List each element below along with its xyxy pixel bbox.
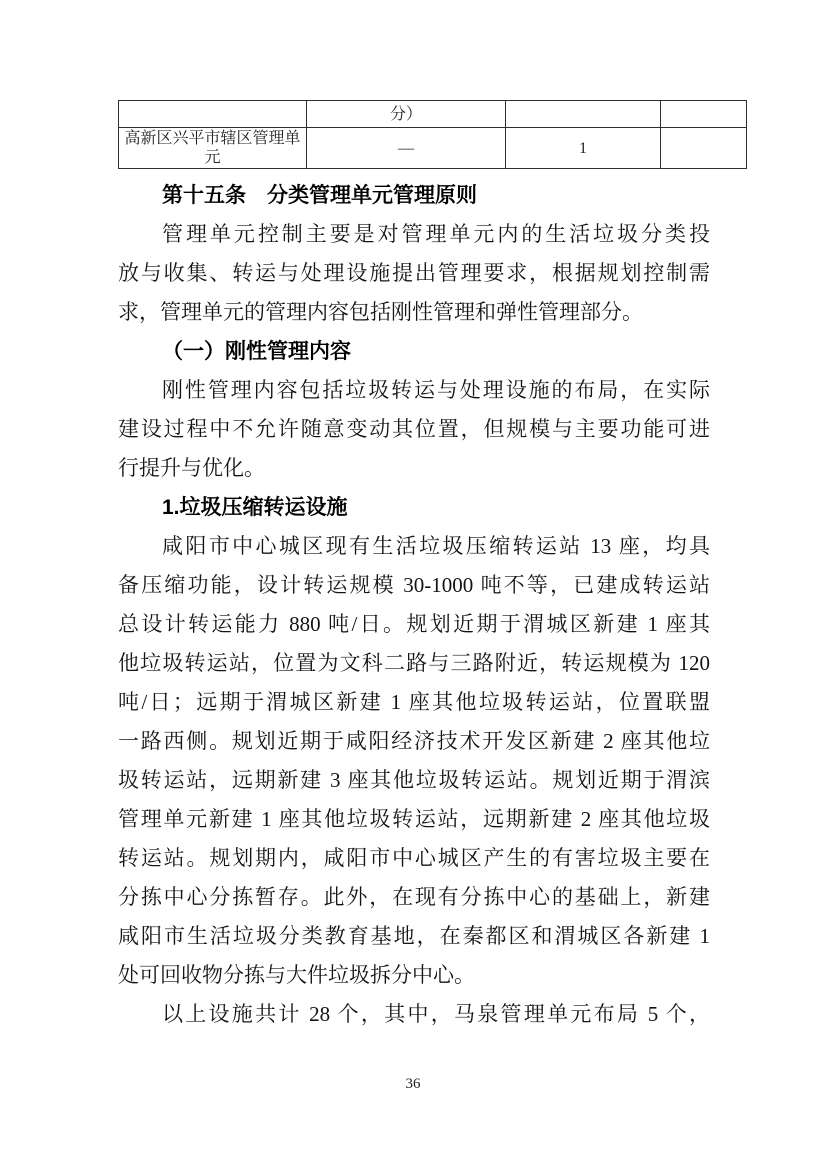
partial-table	[118, 100, 747, 169]
table-cell	[119, 101, 307, 128]
page-number: 36	[405, 1076, 421, 1092]
table-cell	[661, 128, 747, 169]
subsection-heading: （一）刚性管理内容	[162, 340, 351, 363]
text-line: 处可回收物分拣与大件垃圾拆分中心。	[118, 963, 475, 987]
table-row	[119, 101, 747, 128]
text-line: 以上设施共计 28 个，其中，马泉管理单元布局 5 个，	[162, 1002, 710, 1026]
text-line: 总设计转运能力 880 吨/日。规划近期于渭城区新建 1 座其	[118, 612, 710, 636]
table-cell: 1	[506, 128, 661, 169]
text-line: 行提升与优化。	[118, 456, 265, 480]
table-cell	[506, 101, 661, 128]
subsection-heading: 1.垃圾压缩转运设施	[162, 496, 348, 519]
text-line: 咸阳市生活垃圾分类教育基地，在秦都区和渭城区各新建 1	[118, 924, 710, 948]
text-line: 备压缩功能，设计转运规模 30-1000 吨不等，已建成转运站	[118, 573, 710, 597]
section-heading: 第十五条 分类管理单元管理原则	[162, 184, 477, 207]
text-line: 管理单元控制主要是对管理单元内的生活垃圾分类投	[162, 222, 710, 246]
table-row	[119, 128, 747, 169]
text-line: 求，管理单元的管理内容包括刚性管理和弹性管理部分。	[118, 300, 643, 324]
text-line: 管理单元新建 1 座其他垃圾转运站，远期新建 2 座其他垃圾	[118, 807, 710, 831]
text-line: 放与收集、转运与处理设施提出管理要求，根据规划控制需	[118, 261, 710, 285]
table-cell: 分）	[307, 101, 506, 128]
text-line: 转运站。规划期内，咸阳市中心城区产生的有害垃圾主要在	[118, 846, 710, 870]
table-cell: 高新区兴平市辖区管理单元	[119, 128, 307, 169]
table-cell	[661, 101, 747, 128]
text-line: 建设过程中不允许随意变动其位置，但规模与主要功能可进	[118, 417, 710, 441]
document-body	[118, 176, 710, 1034]
table-cell: —	[307, 128, 506, 169]
text-line: 吨/日；远期于渭城区新建 1 座其他垃圾转运站，位置联盟	[118, 690, 710, 714]
text-line: 圾转运站，远期新建 3 座其他垃圾转运站。规划近期于渭滨	[118, 768, 710, 792]
text-line: 分拣中心分拣暂存。此外，在现有分拣中心的基础上，新建	[118, 885, 710, 909]
text-line: 咸阳市中心城区现有生活垃圾压缩转运站 13 座，均具	[162, 534, 710, 558]
text-line: 刚性管理内容包括垃圾转运与处理设施的布局，在实际	[162, 378, 710, 402]
text-line: 一路西侧。规划近期于咸阳经济技术开发区新建 2 座其他垃	[118, 729, 710, 753]
text-line: 他垃圾转运站，位置为文科二路与三路附近，转运规模为 120	[118, 651, 710, 675]
